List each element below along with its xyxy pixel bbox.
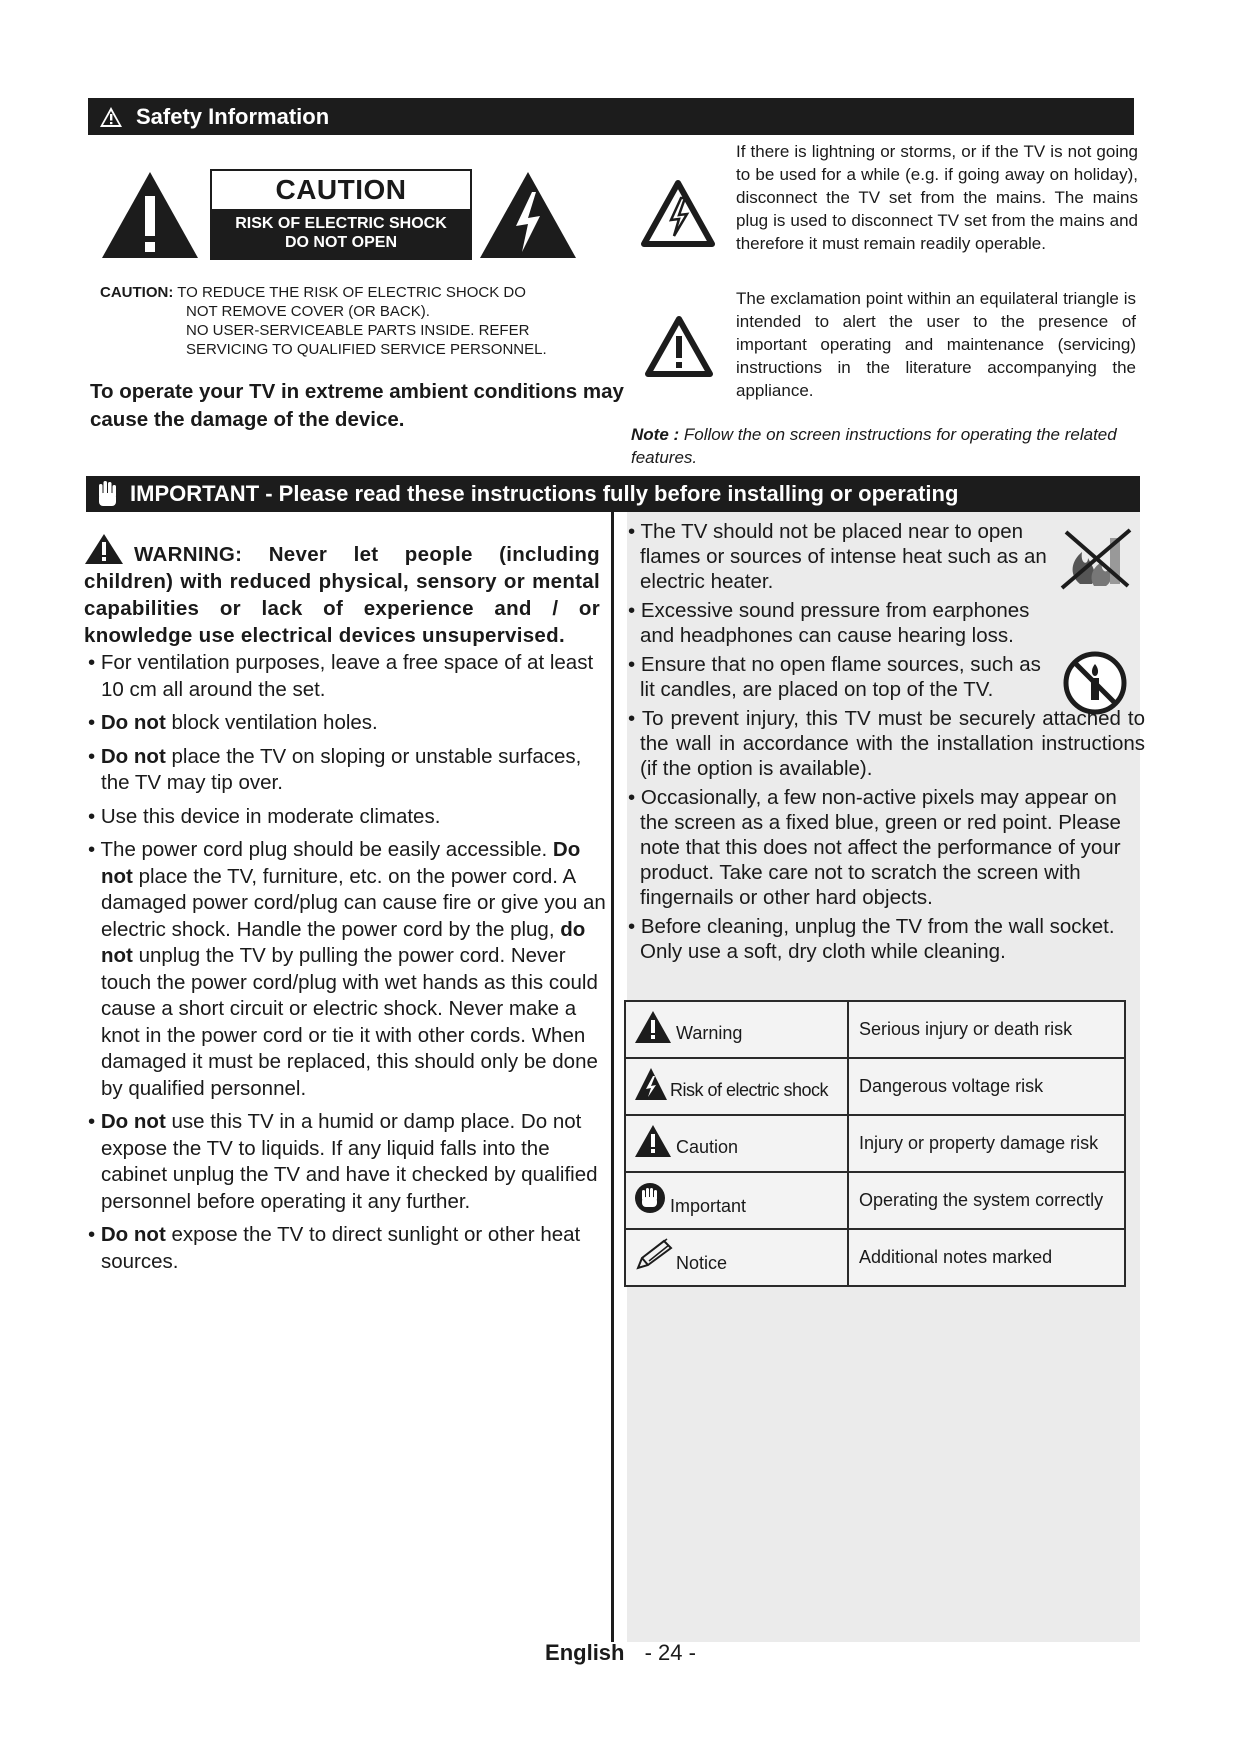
hand-icon xyxy=(96,480,118,508)
list-item: • For ventilation purposes, leave a free space of at least 10 cm all around the set. xyxy=(88,651,594,701)
cord-text-a: The power cord plug should be easily accessible. xyxy=(100,838,548,861)
humid-text: use this TV in a humid or damp place. Do not expose the TV to liquids. If any liquid falls into the cabinet unplug the TV and have it checked by qualified personnel before operating it any further. xyxy=(101,1110,598,1213)
do-not-bold: Do not xyxy=(100,744,166,768)
footer-language: English xyxy=(545,1640,625,1665)
legend-label: Caution xyxy=(676,1136,739,1157)
page-number: - 24 - xyxy=(644,1640,696,1665)
note-body: Follow the on screen instructions for operating the related features. xyxy=(631,425,1117,467)
slope-text: place the TV on sloping or unstable surfaces, the TV may tip over. xyxy=(101,744,582,794)
symbol-legend-table xyxy=(624,1000,1126,1287)
lightning-text: If there is lightning or storms, or if the TV is not going to be used for a while (e.g. if going away on holiday), disconnect the TV set from the mains. The mains plug is used to disconnect TV set from the mains and therefore it must remain readily operable. xyxy=(736,142,1138,253)
legend-meaning: Dangerous voltage risk xyxy=(848,1058,1125,1115)
caution-line-1: RISK OF ELECTRIC SHOCK xyxy=(235,215,447,232)
list-item: • Excessive sound pressure from earphones and headphones can cause hearing loss. xyxy=(628,599,1030,647)
table-row xyxy=(625,1172,1125,1229)
warning-text: WARNING: Never let people (including children) with reduced physical, sensory or mental capabilities or lack of experience and / or knowledge use electrical devices unsupervised. xyxy=(84,543,600,647)
legend-label: Notice xyxy=(676,1252,728,1273)
left-safety-list xyxy=(84,650,614,1282)
header-title: Safety Information xyxy=(136,103,330,129)
exclamation-outline-icon xyxy=(644,314,714,378)
table-row xyxy=(625,1001,1125,1058)
ventilation-text: For ventilation purposes, leave a free space of at least 10 cm all around the set. xyxy=(100,651,594,701)
legend-meaning: Operating the system correctly xyxy=(848,1172,1125,1229)
exclamation-triangle-icon xyxy=(100,170,200,260)
extreme-conditions-text: To operate your TV in extreme ambient conditions may cause the damage of the device. xyxy=(90,380,624,431)
do-not-bold: Do not xyxy=(100,1110,166,1133)
table-row xyxy=(625,1115,1125,1172)
cord-text-c: unplug the TV by pulling the power cord. Never touch the power cord/plug with wet hands as this could cause a short circuit or electric shock. Never make a knot in the power cord or tie it with other cords. When damaged it must be replaced, this should only be done by qualified personnel. xyxy=(101,944,598,1100)
legend-meaning: Serious injury or death risk xyxy=(848,1001,1125,1058)
do-not-bold: Do not xyxy=(101,838,581,888)
caution-title: CAUTION xyxy=(275,174,407,205)
list-item: • Before cleaning, unplug the TV from the wall socket. Only use a soft, dry cloth while cleaning. xyxy=(628,915,1115,963)
page-footer xyxy=(0,1640,1241,1666)
caution-triangle-icon xyxy=(634,1124,672,1158)
legend-label: Important xyxy=(670,1195,747,1216)
candles-text: Ensure that no open flame sources, such as lit candles, are placed on top of the TV. xyxy=(640,653,1041,701)
do-not-bold: do not xyxy=(101,917,586,967)
legend-label-cell xyxy=(625,1172,848,1229)
important-header-bar xyxy=(86,476,1140,512)
list-item: • Ensure that no open flame sources, such as lit candles, are placed on top of the TV. xyxy=(628,653,1041,701)
pencil-icon xyxy=(634,1238,674,1272)
list-item: • Occasionally, a few non-active pixels may appear on the screen as a fixed blue, green or red point. Please note that this does not affect the performance of your product. Take care not to scratch the screen with fingernails or other hard objects. xyxy=(628,786,1121,909)
legend-label-cell xyxy=(625,1229,848,1286)
pixels-text: Occasionally, a few non-active pixels may appear on the screen as a fixed blue, green or red point. Please note that this does not affect the performance of your product. Take care not to scratch the screen with fingernails or other hard objects. xyxy=(640,786,1121,909)
right-safety-list xyxy=(625,519,1145,968)
caution-text-line-2: NOT REMOVE COVER (OR BACK). xyxy=(186,303,430,320)
flames-text: The TV should not be placed near to open flames or sources of intense heat such as an electric heater. xyxy=(640,520,1047,593)
hand-icon xyxy=(634,1182,666,1214)
note-text xyxy=(631,423,1141,469)
sun-text: expose the TV to direct sunlight or other heat sources. xyxy=(101,1223,581,1273)
exclamation-text: The exclamation point within an equilateral triangle is intended to alert the user to the presence of important operating and maintenance (servicing) instructions in the literature accompanying the appliance. xyxy=(736,289,1136,400)
climate-text: Use this device in moderate climates. xyxy=(100,804,441,828)
caution-text-line-1: TO REDUCE THE RISK OF ELECTRIC SHOCK DO xyxy=(177,284,526,301)
legend-meaning: Additional notes marked xyxy=(848,1229,1125,1286)
caution-subtitle xyxy=(212,209,470,258)
table-row xyxy=(625,1229,1125,1286)
caution-label xyxy=(210,169,472,260)
injury-text: To prevent injury, this TV must be securely attached to the wall in accordance with the installation instructions (if the option is available). xyxy=(640,707,1145,780)
cleaning-text: Before cleaning, unplug the TV from the wall socket. Only use a soft, dry cloth while cleaning. xyxy=(640,915,1115,963)
legend-label-cell xyxy=(625,1001,848,1058)
list-item: • Do not block ventilation holes. xyxy=(88,711,378,734)
cord-text-b: place the TV, furniture, etc. on the power cord. A damaged power cord/plug can cause fire or give you an electric shock. Handle the power cord by the plug, xyxy=(101,864,606,941)
sound-text: Excessive sound pressure from earphones and headphones can cause hearing loss. xyxy=(640,599,1030,647)
table-row xyxy=(625,1058,1125,1115)
caution-text-line-3: NO USER-SERVICEABLE PARTS INSIDE. REFER xyxy=(186,322,530,339)
electric-shock-icon xyxy=(634,1067,668,1101)
caution-text-block xyxy=(100,283,620,359)
warning-triangle-icon xyxy=(634,1010,672,1044)
list-item: • Do not expose the TV to direct sunlight or other heat sources. xyxy=(88,1223,581,1273)
lightning-outline-icon xyxy=(640,178,716,248)
list-item: • The power cord plug should be easily accessible. Do not place the TV, furniture, etc. on the power cord. A damaged power cord/plug can cause fire or give you an electric shock. Handle the power cord by the plug, do not unplug the TV by pulling the power cord. Never touch the power cord/plug with wet hands as this could cause a short circuit or electric shock. Never make a knot in the power cord or tie it with other cords. When damaged it must be replaced, this should only be done by qualified personnel. xyxy=(88,838,606,1100)
list-item: • Do not place the TV on sloping or unstable surfaces, the TV may tip over. xyxy=(88,744,582,794)
warning-block xyxy=(84,533,600,649)
block-text: block ventilation holes. xyxy=(171,711,378,734)
do-not-bold: Do not xyxy=(100,1223,166,1246)
legend-meaning: Injury or property damage risk xyxy=(848,1115,1125,1172)
warning-triangle-icon xyxy=(98,105,124,129)
important-title: IMPORTANT - Please read these instructions fully before installing or operating xyxy=(130,481,959,506)
do-not-bold: Do not xyxy=(100,711,166,734)
list-item: • The TV should not be placed near to open flames or sources of intense heat such as an electric heater. xyxy=(628,520,1047,593)
warning-triangle-icon xyxy=(84,533,124,565)
list-item: • To prevent injury, this TV must be securely attached to the wall in accordance with the installation instructions (if the option is available). xyxy=(628,707,1145,780)
legend-label: Warning xyxy=(676,1022,743,1043)
legend-label-cell xyxy=(625,1115,848,1172)
list-item: • Do not use this TV in a humid or damp place. Do not expose the TV to liquids. If any liquid falls into the cabinet unplug the TV and have it checked by qualified personnel before operating it any further. xyxy=(88,1110,598,1213)
safety-header-bar xyxy=(88,98,1134,135)
lightning-triangle-icon xyxy=(478,170,578,260)
caution-prefix: CAUTION: xyxy=(100,284,174,301)
caution-line-2: DO NOT OPEN xyxy=(284,234,397,251)
note-label: Note : xyxy=(631,425,680,444)
caution-text-line-4: SERVICING TO QUALIFIED SERVICE PERSONNEL. xyxy=(186,341,547,358)
legend-label: Risk of electric shock xyxy=(670,1079,829,1100)
list-item: • Use this device in moderate climates. xyxy=(88,804,441,828)
legend-label-cell xyxy=(625,1058,848,1115)
